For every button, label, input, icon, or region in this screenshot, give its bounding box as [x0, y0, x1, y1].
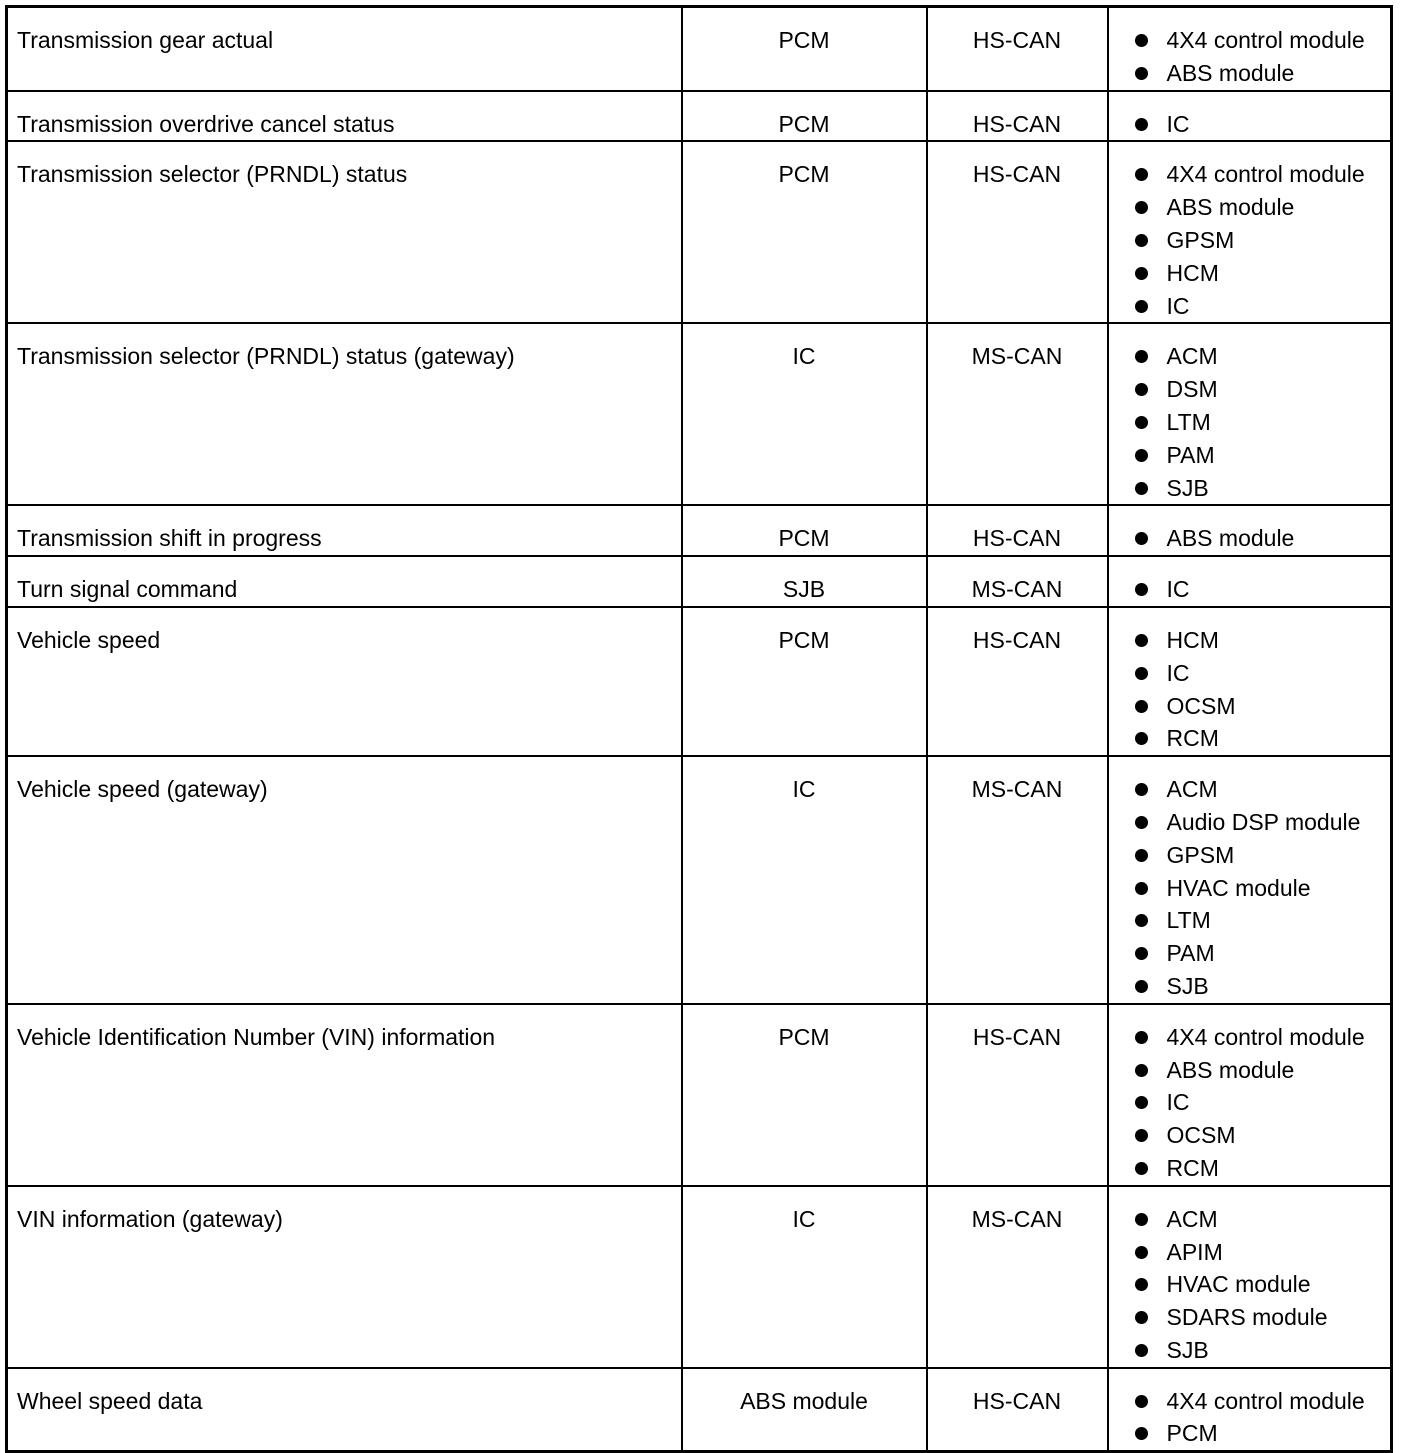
receiver-item	[1135, 257, 1387, 290]
receiver-item	[1135, 806, 1387, 839]
receiver-label: IC	[1166, 576, 1190, 603]
receiver-label: PCM	[1166, 1420, 1218, 1447]
receiver-list	[1135, 573, 1387, 606]
receiver-label: OCSM	[1166, 1122, 1236, 1149]
receiver-item	[1135, 839, 1387, 872]
receiver-label: ACM	[1166, 776, 1218, 803]
message-cell: Turn signal command	[7, 556, 682, 607]
table-row	[7, 1004, 1392, 1186]
receiver-item	[1135, 1417, 1387, 1450]
receiver-label: ACM	[1166, 343, 1218, 370]
receiver-item	[1135, 1268, 1387, 1301]
bullet-icon	[1135, 667, 1148, 680]
receiver-label: LTM	[1166, 408, 1211, 435]
bullet-icon	[1135, 1129, 1148, 1142]
receiver-label: HVAC module	[1166, 874, 1311, 901]
receiver-item	[1135, 1301, 1387, 1334]
network-cell: HS-CAN	[927, 1368, 1108, 1452]
receiver-item	[1135, 158, 1387, 191]
receiver-label: IC	[1166, 1089, 1190, 1116]
network-cell: MS-CAN	[927, 1186, 1108, 1368]
bullet-icon	[1135, 849, 1148, 862]
bullet-icon	[1135, 234, 1148, 247]
bullet-icon	[1135, 168, 1148, 181]
receiver-item	[1135, 872, 1387, 905]
table-row	[7, 1186, 1392, 1368]
receivers-cell	[1108, 141, 1392, 323]
receiver-label: OCSM	[1166, 692, 1236, 719]
receiver-item	[1135, 937, 1387, 970]
receiver-item	[1135, 1203, 1387, 1236]
receiver-label: GPSM	[1166, 226, 1235, 253]
bullet-icon	[1135, 1311, 1148, 1324]
network-cell: HS-CAN	[927, 1004, 1108, 1186]
receiver-label: RCM	[1166, 1154, 1219, 1181]
receiver-item	[1135, 1334, 1387, 1367]
receiver-item	[1135, 290, 1387, 323]
receiver-list	[1135, 1021, 1387, 1185]
bullet-icon	[1135, 1246, 1148, 1259]
receiver-item	[1135, 1385, 1387, 1418]
bullet-icon	[1135, 1064, 1148, 1077]
message-cell: Transmission overdrive cancel status	[7, 91, 682, 142]
receiver-item	[1135, 573, 1387, 606]
receiver-list	[1135, 522, 1387, 555]
message-cell: Vehicle speed	[7, 607, 682, 756]
receiver-label: Audio DSP module	[1166, 808, 1361, 835]
receiver-item	[1135, 340, 1387, 373]
table-row	[7, 91, 1392, 142]
bullet-icon	[1135, 914, 1148, 927]
receiver-label: ABS module	[1166, 59, 1295, 86]
bullet-icon	[1135, 947, 1148, 960]
receiver-label: IC	[1166, 292, 1190, 319]
receiver-item	[1135, 624, 1387, 657]
transmitter-cell: IC	[682, 323, 927, 505]
table-row	[7, 756, 1392, 1004]
transmitter-cell: PCM	[682, 1004, 927, 1186]
receiver-label: APIM	[1166, 1238, 1223, 1265]
bullet-icon	[1135, 634, 1148, 647]
bullet-icon	[1135, 1096, 1148, 1109]
receiver-item	[1135, 522, 1387, 555]
bullet-icon	[1135, 980, 1148, 993]
bullet-icon	[1135, 583, 1148, 596]
receiver-label: ABS module	[1166, 525, 1295, 552]
receiver-label: PAM	[1166, 441, 1215, 468]
receiver-item	[1135, 472, 1387, 505]
bullet-icon	[1135, 882, 1148, 895]
transmitter-cell: PCM	[682, 607, 927, 756]
receiver-item	[1135, 773, 1387, 806]
receiver-label: HCM	[1166, 626, 1219, 653]
bullet-icon	[1135, 201, 1148, 214]
network-cell: MS-CAN	[927, 323, 1108, 505]
transmitter-cell: PCM	[682, 91, 927, 142]
transmitter-cell: ABS module	[682, 1368, 927, 1452]
receivers-cell	[1108, 7, 1392, 91]
receiver-list	[1135, 108, 1387, 141]
bullet-icon	[1135, 532, 1148, 545]
receiver-item	[1135, 1086, 1387, 1119]
table-body	[7, 7, 1392, 1452]
receiver-label: DSM	[1166, 376, 1218, 403]
receiver-item	[1135, 1021, 1387, 1054]
bullet-icon	[1135, 816, 1148, 829]
network-cell: MS-CAN	[927, 756, 1108, 1004]
receiver-label: IC	[1166, 110, 1190, 137]
receivers-cell	[1108, 505, 1392, 556]
network-message-table	[5, 5, 1393, 1453]
receiver-label: SDARS module	[1166, 1304, 1328, 1331]
table-row	[7, 7, 1392, 91]
receiver-label: 4X4 control module	[1166, 1023, 1365, 1050]
message-cell: Transmission gear actual	[7, 7, 682, 91]
table-row	[7, 556, 1392, 607]
receivers-cell	[1108, 556, 1392, 607]
transmitter-cell: PCM	[682, 141, 927, 323]
network-cell: HS-CAN	[927, 7, 1108, 91]
bullet-icon	[1135, 1213, 1148, 1226]
receiver-item	[1135, 1119, 1387, 1152]
transmitter-cell: PCM	[682, 7, 927, 91]
message-cell: Transmission shift in progress	[7, 505, 682, 556]
bullet-icon	[1135, 1344, 1148, 1357]
receivers-cell	[1108, 1004, 1392, 1186]
transmitter-cell: PCM	[682, 505, 927, 556]
receivers-cell	[1108, 323, 1392, 505]
receivers-cell	[1108, 1368, 1392, 1452]
message-cell: Transmission selector (PRNDL) status (gateway)	[7, 323, 682, 505]
receiver-item	[1135, 1236, 1387, 1269]
bullet-icon	[1135, 1162, 1148, 1175]
message-cell: Vehicle speed (gateway)	[7, 756, 682, 1004]
receiver-list	[1135, 340, 1387, 504]
receiver-list	[1135, 773, 1387, 1003]
bullet-icon	[1135, 1427, 1148, 1440]
receiver-label: GPSM	[1166, 841, 1235, 868]
receiver-item	[1135, 970, 1387, 1003]
bullet-icon	[1135, 1395, 1148, 1408]
receivers-cell	[1108, 1186, 1392, 1368]
receiver-label: HCM	[1166, 259, 1219, 286]
receiver-label: 4X4 control module	[1166, 161, 1365, 188]
network-cell: HS-CAN	[927, 505, 1108, 556]
network-cell: HS-CAN	[927, 607, 1108, 756]
bullet-icon	[1135, 732, 1148, 745]
receiver-label: SJB	[1166, 972, 1209, 999]
receiver-label: IC	[1166, 659, 1190, 686]
message-cell: VIN information (gateway)	[7, 1186, 682, 1368]
bullet-icon	[1135, 67, 1148, 80]
receiver-list	[1135, 24, 1387, 90]
receiver-item	[1135, 108, 1387, 141]
receiver-item	[1135, 722, 1387, 755]
bullet-icon	[1135, 700, 1148, 713]
network-cell: MS-CAN	[927, 556, 1108, 607]
receiver-item	[1135, 224, 1387, 257]
bullet-icon	[1135, 416, 1148, 429]
bullet-icon	[1135, 300, 1148, 313]
receiver-label: HVAC module	[1166, 1271, 1311, 1298]
receivers-cell	[1108, 607, 1392, 756]
bullet-icon	[1135, 267, 1148, 280]
receiver-item	[1135, 657, 1387, 690]
table-row	[7, 1368, 1392, 1452]
receiver-label: 4X4 control module	[1166, 27, 1365, 53]
table-row	[7, 323, 1392, 505]
receivers-cell	[1108, 756, 1392, 1004]
network-cell: HS-CAN	[927, 141, 1108, 323]
receiver-item	[1135, 439, 1387, 472]
receiver-label: 4X4 control module	[1166, 1387, 1365, 1414]
transmitter-cell: IC	[682, 756, 927, 1004]
receiver-item	[1135, 57, 1387, 90]
bullet-icon	[1135, 482, 1148, 495]
receiver-label: PAM	[1166, 940, 1215, 967]
bullet-icon	[1135, 118, 1148, 131]
receiver-list	[1135, 1203, 1387, 1367]
receiver-list	[1135, 1385, 1387, 1451]
bullet-icon	[1135, 383, 1148, 396]
bullet-icon	[1135, 1278, 1148, 1291]
receiver-item	[1135, 406, 1387, 439]
transmitter-cell: SJB	[682, 556, 927, 607]
message-cell: Transmission selector (PRNDL) status	[7, 141, 682, 323]
table-row	[7, 607, 1392, 756]
bullet-icon	[1135, 449, 1148, 462]
bullet-icon	[1135, 1031, 1148, 1044]
bullet-icon	[1135, 34, 1148, 47]
receiver-list	[1135, 624, 1387, 755]
receiver-item	[1135, 690, 1387, 723]
message-cell: Vehicle Identification Number (VIN) information	[7, 1004, 682, 1186]
receiver-item	[1135, 24, 1387, 57]
receiver-item	[1135, 373, 1387, 406]
receiver-label: RCM	[1166, 725, 1219, 752]
network-cell: HS-CAN	[927, 91, 1108, 142]
bullet-icon	[1135, 350, 1148, 363]
receiver-label: SJB	[1166, 1336, 1209, 1363]
receiver-list	[1135, 158, 1387, 322]
receiver-label: ABS module	[1166, 1056, 1295, 1083]
bullet-icon	[1135, 783, 1148, 796]
receiver-item	[1135, 1152, 1387, 1185]
receiver-label: SJB	[1166, 474, 1209, 501]
table-row	[7, 141, 1392, 323]
transmitter-cell: IC	[682, 1186, 927, 1368]
message-cell: Wheel speed data	[7, 1368, 682, 1452]
receiver-item	[1135, 1054, 1387, 1087]
table-row	[7, 505, 1392, 556]
receivers-cell	[1108, 91, 1392, 142]
receiver-label: ACM	[1166, 1205, 1218, 1232]
receiver-label: ABS module	[1166, 194, 1295, 221]
receiver-item	[1135, 904, 1387, 937]
receiver-item	[1135, 191, 1387, 224]
receiver-label: LTM	[1166, 907, 1211, 934]
